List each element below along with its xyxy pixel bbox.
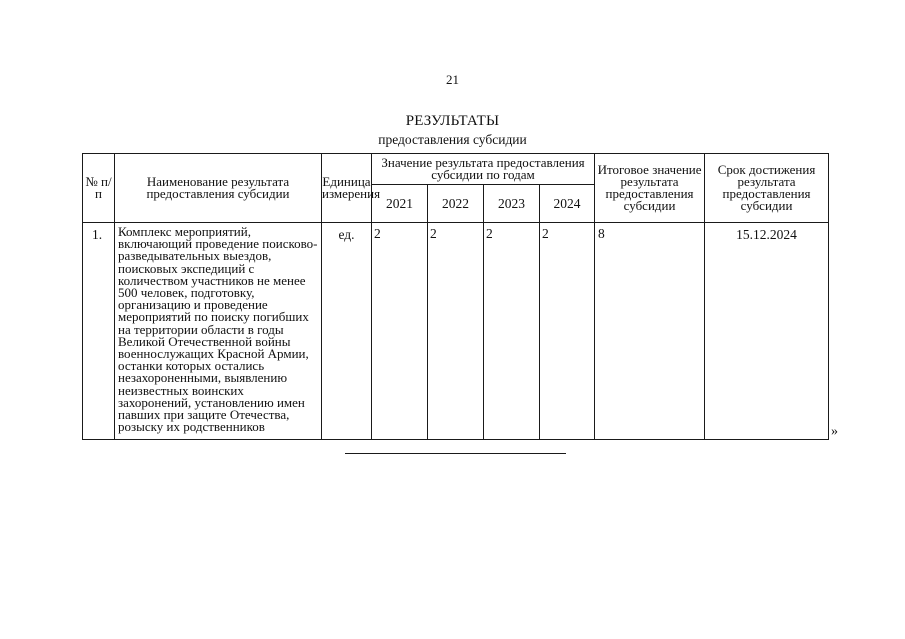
header-deadline: Срок достижения результата предоставления субсидии	[705, 154, 829, 223]
header-num: № п/п	[83, 154, 115, 223]
row-value-2021: 2	[372, 223, 428, 440]
document-subtitle: предоставления субсидии	[378, 132, 527, 147]
header-year-2022: 2022	[428, 185, 484, 223]
row-name: Комплекс мероприятий, включающий проведение поисково-разведывательных выездов, поисковых экспедиций с количеством участников не менее 500 человек, подготовку, организацию и проведение мероприятий по поиску погибших на территории области в годы Великой Отечественной войны военнослужащих Красной Армии, останки которых остались незахороненными, выявлению неизвестных воинских захоронений, установлению имен павших при защите Отечества, розыску их родственников	[115, 223, 322, 440]
page-number: 21	[446, 72, 459, 87]
header-year-2024: 2024	[540, 185, 595, 223]
header-name: Наименование результата предоставления субсидии	[115, 154, 322, 223]
results-table	[82, 153, 829, 440]
table-row	[83, 223, 829, 440]
row-total: 8	[595, 223, 705, 440]
row-deadline: 15.12.2024	[705, 223, 829, 440]
header-year-2023: 2023	[484, 185, 540, 223]
footnote-divider	[345, 453, 566, 454]
header-total: Итоговое значение результата предоставления субсидии	[595, 154, 705, 223]
header-year-2021: 2021	[372, 185, 428, 223]
row-value-2022: 2	[428, 223, 484, 440]
row-value-2024: 2	[540, 223, 595, 440]
header-unit: Единица измерения	[322, 154, 372, 223]
header-values-by-year: Значение результата предоставления субсидии по годам	[372, 154, 595, 185]
row-unit: ед.	[322, 223, 372, 440]
document-title: РЕЗУЛЬТАТЫ	[405, 113, 500, 129]
row-num: 1.	[83, 223, 115, 440]
closing-quote-mark: »	[831, 424, 838, 439]
row-value-2023: 2	[484, 223, 540, 440]
